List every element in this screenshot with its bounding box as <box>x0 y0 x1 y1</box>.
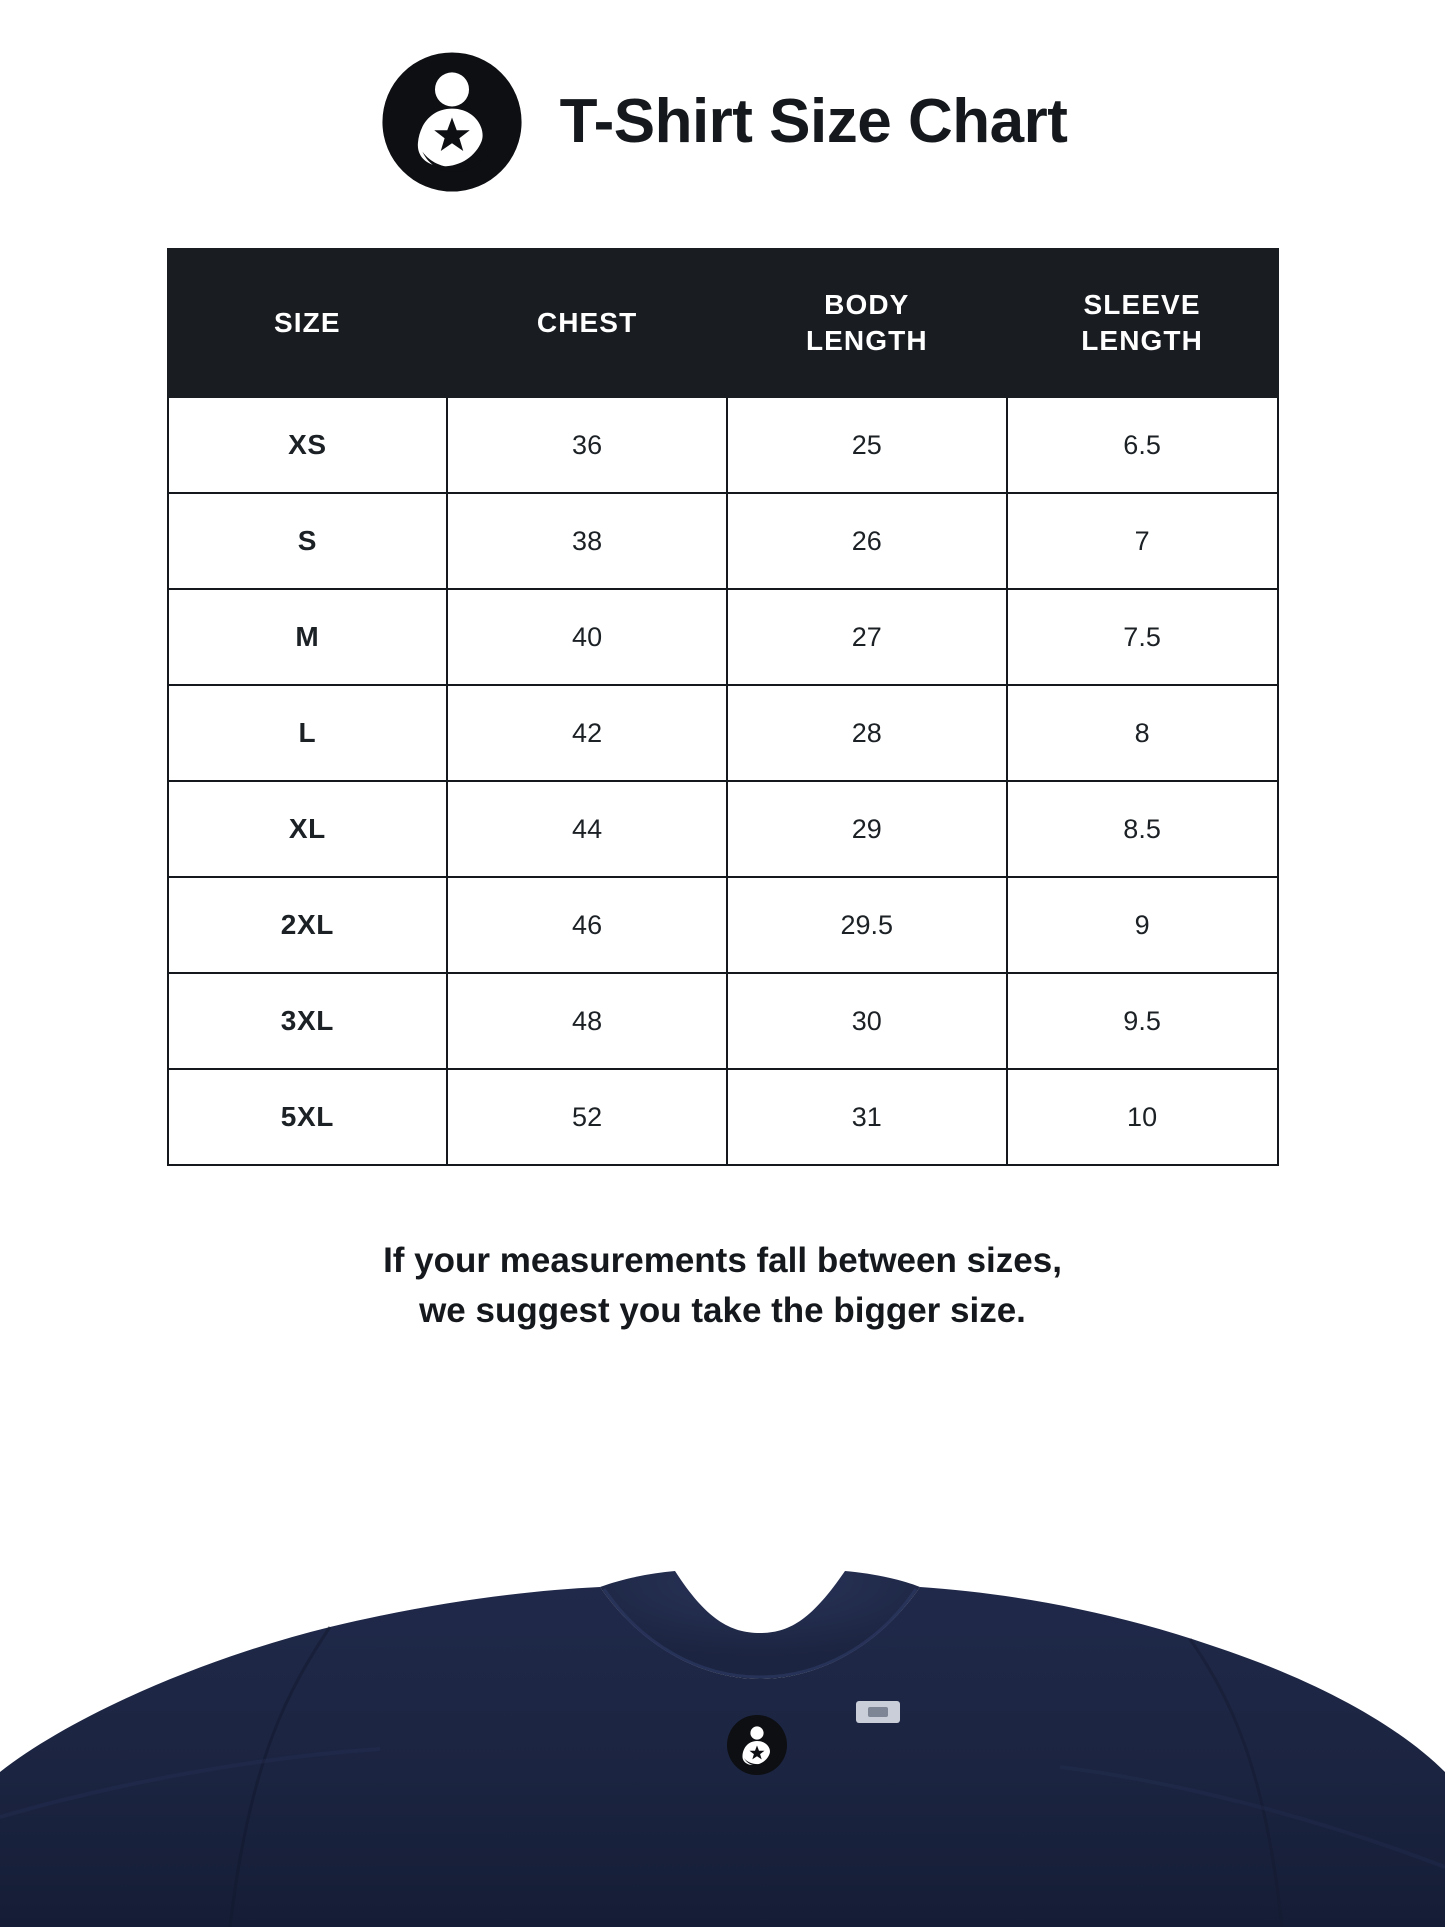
column-header-body-length-line2: LENGTH <box>805 325 928 356</box>
cell-sleeve-length: 6.5 <box>1007 397 1278 493</box>
cell-size: L <box>168 685 448 781</box>
cell-size: S <box>168 493 448 589</box>
column-header-body-length <box>727 249 1007 397</box>
column-header-size <box>168 249 448 397</box>
cell-body-length: 28 <box>727 685 1007 781</box>
size-table <box>167 248 1279 1166</box>
cell-sleeve-length: 9 <box>1007 877 1278 973</box>
cell-chest: 36 <box>447 397 727 493</box>
cell-size: 3XL <box>168 973 448 1069</box>
cell-body-length: 25 <box>727 397 1007 493</box>
cell-sleeve-length: 8.5 <box>1007 781 1278 877</box>
column-header-sleeve-length <box>1007 249 1278 397</box>
cell-sleeve-length: 7.5 <box>1007 589 1278 685</box>
cell-sleeve-length: 9.5 <box>1007 973 1278 1069</box>
cell-body-length: 30 <box>727 973 1007 1069</box>
cell-chest: 42 <box>447 685 727 781</box>
column-header-size-line1: SIZE <box>274 307 341 339</box>
brand-person-logo-icon <box>727 1715 787 1775</box>
table-body <box>168 397 1278 1165</box>
table-row <box>168 877 1278 973</box>
cell-body-length: 29 <box>727 781 1007 877</box>
cell-chest: 46 <box>447 877 727 973</box>
table-header-row <box>168 249 1278 397</box>
cell-body-length: 27 <box>727 589 1007 685</box>
care-label-tag <box>856 1701 900 1723</box>
table-row <box>168 1069 1278 1165</box>
cell-chest: 38 <box>447 493 727 589</box>
table-header <box>168 249 1278 397</box>
cell-body-length: 29.5 <box>727 877 1007 973</box>
sizing-note <box>173 1236 1273 1335</box>
table-row <box>168 781 1278 877</box>
size-table-container <box>167 248 1279 1166</box>
sizing-note-line2: we suggest you take the bigger size. <box>419 1290 1026 1330</box>
column-header-body-length-line1: BODY <box>824 289 910 321</box>
table-row <box>168 397 1278 493</box>
page-title: T-Shirt Size Chart <box>559 87 1068 156</box>
cell-sleeve-length: 8 <box>1007 685 1278 781</box>
brand-person-logo-icon <box>378 48 526 196</box>
cell-body-length: 26 <box>727 493 1007 589</box>
cell-size: XL <box>168 781 448 877</box>
column-header-sleeve-length-line2: LENGTH <box>1081 325 1203 356</box>
table-row <box>168 493 1278 589</box>
page-header <box>0 0 1445 196</box>
cell-sleeve-length: 10 <box>1007 1069 1278 1165</box>
cell-sleeve-length: 7 <box>1007 493 1278 589</box>
cell-chest: 48 <box>447 973 727 1069</box>
sizing-note-line1: If your measurements fall between sizes, <box>383 1241 1062 1280</box>
cell-body-length: 31 <box>727 1069 1007 1165</box>
table-row <box>168 973 1278 1069</box>
cell-size: M <box>168 589 448 685</box>
cell-chest: 52 <box>447 1069 727 1165</box>
cell-size: 2XL <box>168 877 448 973</box>
column-header-chest <box>447 249 727 397</box>
column-header-sleeve-length-line1: SLEEVE <box>1083 289 1201 321</box>
table-row <box>168 589 1278 685</box>
column-header-chest-line1: CHEST <box>536 307 638 339</box>
cell-chest: 40 <box>447 589 727 685</box>
cell-size: XS <box>168 397 448 493</box>
navy-tshirt-neckline-photo <box>0 1567 1445 1927</box>
table-row <box>168 685 1278 781</box>
cell-chest: 44 <box>447 781 727 877</box>
cell-size: 5XL <box>168 1069 448 1165</box>
